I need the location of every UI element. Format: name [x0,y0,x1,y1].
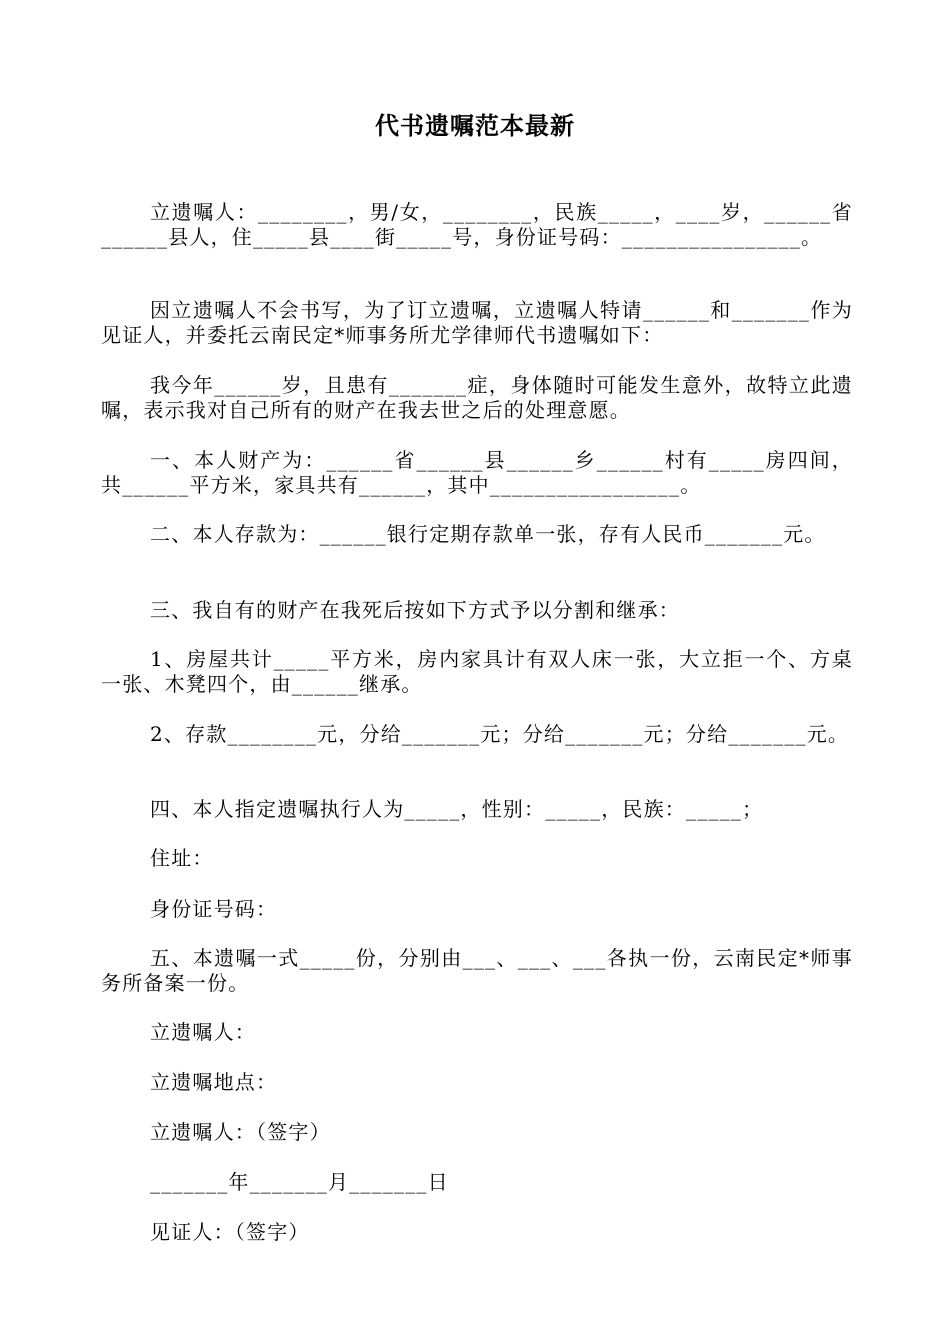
address-line: 住址： [150,846,214,870]
document-title: 代书遗嘱范本最新 [375,112,575,140]
location-line: 立遗嘱地点： [150,1070,278,1094]
witness-signature-line: 见证人：（签字） [150,1220,310,1244]
date-line: _______年_______月_______日 [150,1170,449,1194]
testator-info-paragraph: 立遗嘱人：________，男/女，________，民族_____，____岁，______省______县人，住_____县____街_____号，身份证号码：________________。 [101,200,853,249]
witness-paragraph: 因立遗嘱人不会书写，为了订立遗嘱，立遗嘱人特请______和_______作为见证人，并委托云南民定*师事务所尤学律师代书遗嘱如下： [101,298,853,347]
testator-signature-line: 立遗嘱人：（签字） [150,1120,331,1144]
executor-paragraph: 四、本人指定遗嘱执行人为_____，性别：_____，民族：_____； [150,797,764,821]
intent-paragraph: 我今年______岁，且患有_______症，身体随时可能发生意外，故特立此遗嘱，表示我对自己所有的财产在我去世之后的处理意愿。 [101,373,853,422]
division-heading: 三、我自有的财产在我死后按如下方式予以分割和继承： [150,598,680,622]
deposit-paragraph: 二、本人存款为：______银行定期存款单一张，存有人民币_______元。 [150,522,826,546]
house-inheritance-paragraph: 1、房屋共计_____平方米，房内家具计有双人床一张，大立拒一个、方桌一张、木凳四个，由______继承。 [101,647,853,696]
property-paragraph: 一、本人财产为：______省______县______乡______村有_____房四间，共______平方米，家具共有______，其中_________________。 [101,448,853,497]
testator-line: 立遗嘱人： [150,1020,256,1044]
id-number-line: 身份证号码： [150,897,278,921]
deposit-division-paragraph: 2、存款________元，分给_______元；分给_______元；分给_______元。 [150,722,850,746]
copies-paragraph: 五、本遗嘱一式_____份，分别由___、___、___各执一份，云南民定*师事务所备案一份。 [101,946,853,995]
